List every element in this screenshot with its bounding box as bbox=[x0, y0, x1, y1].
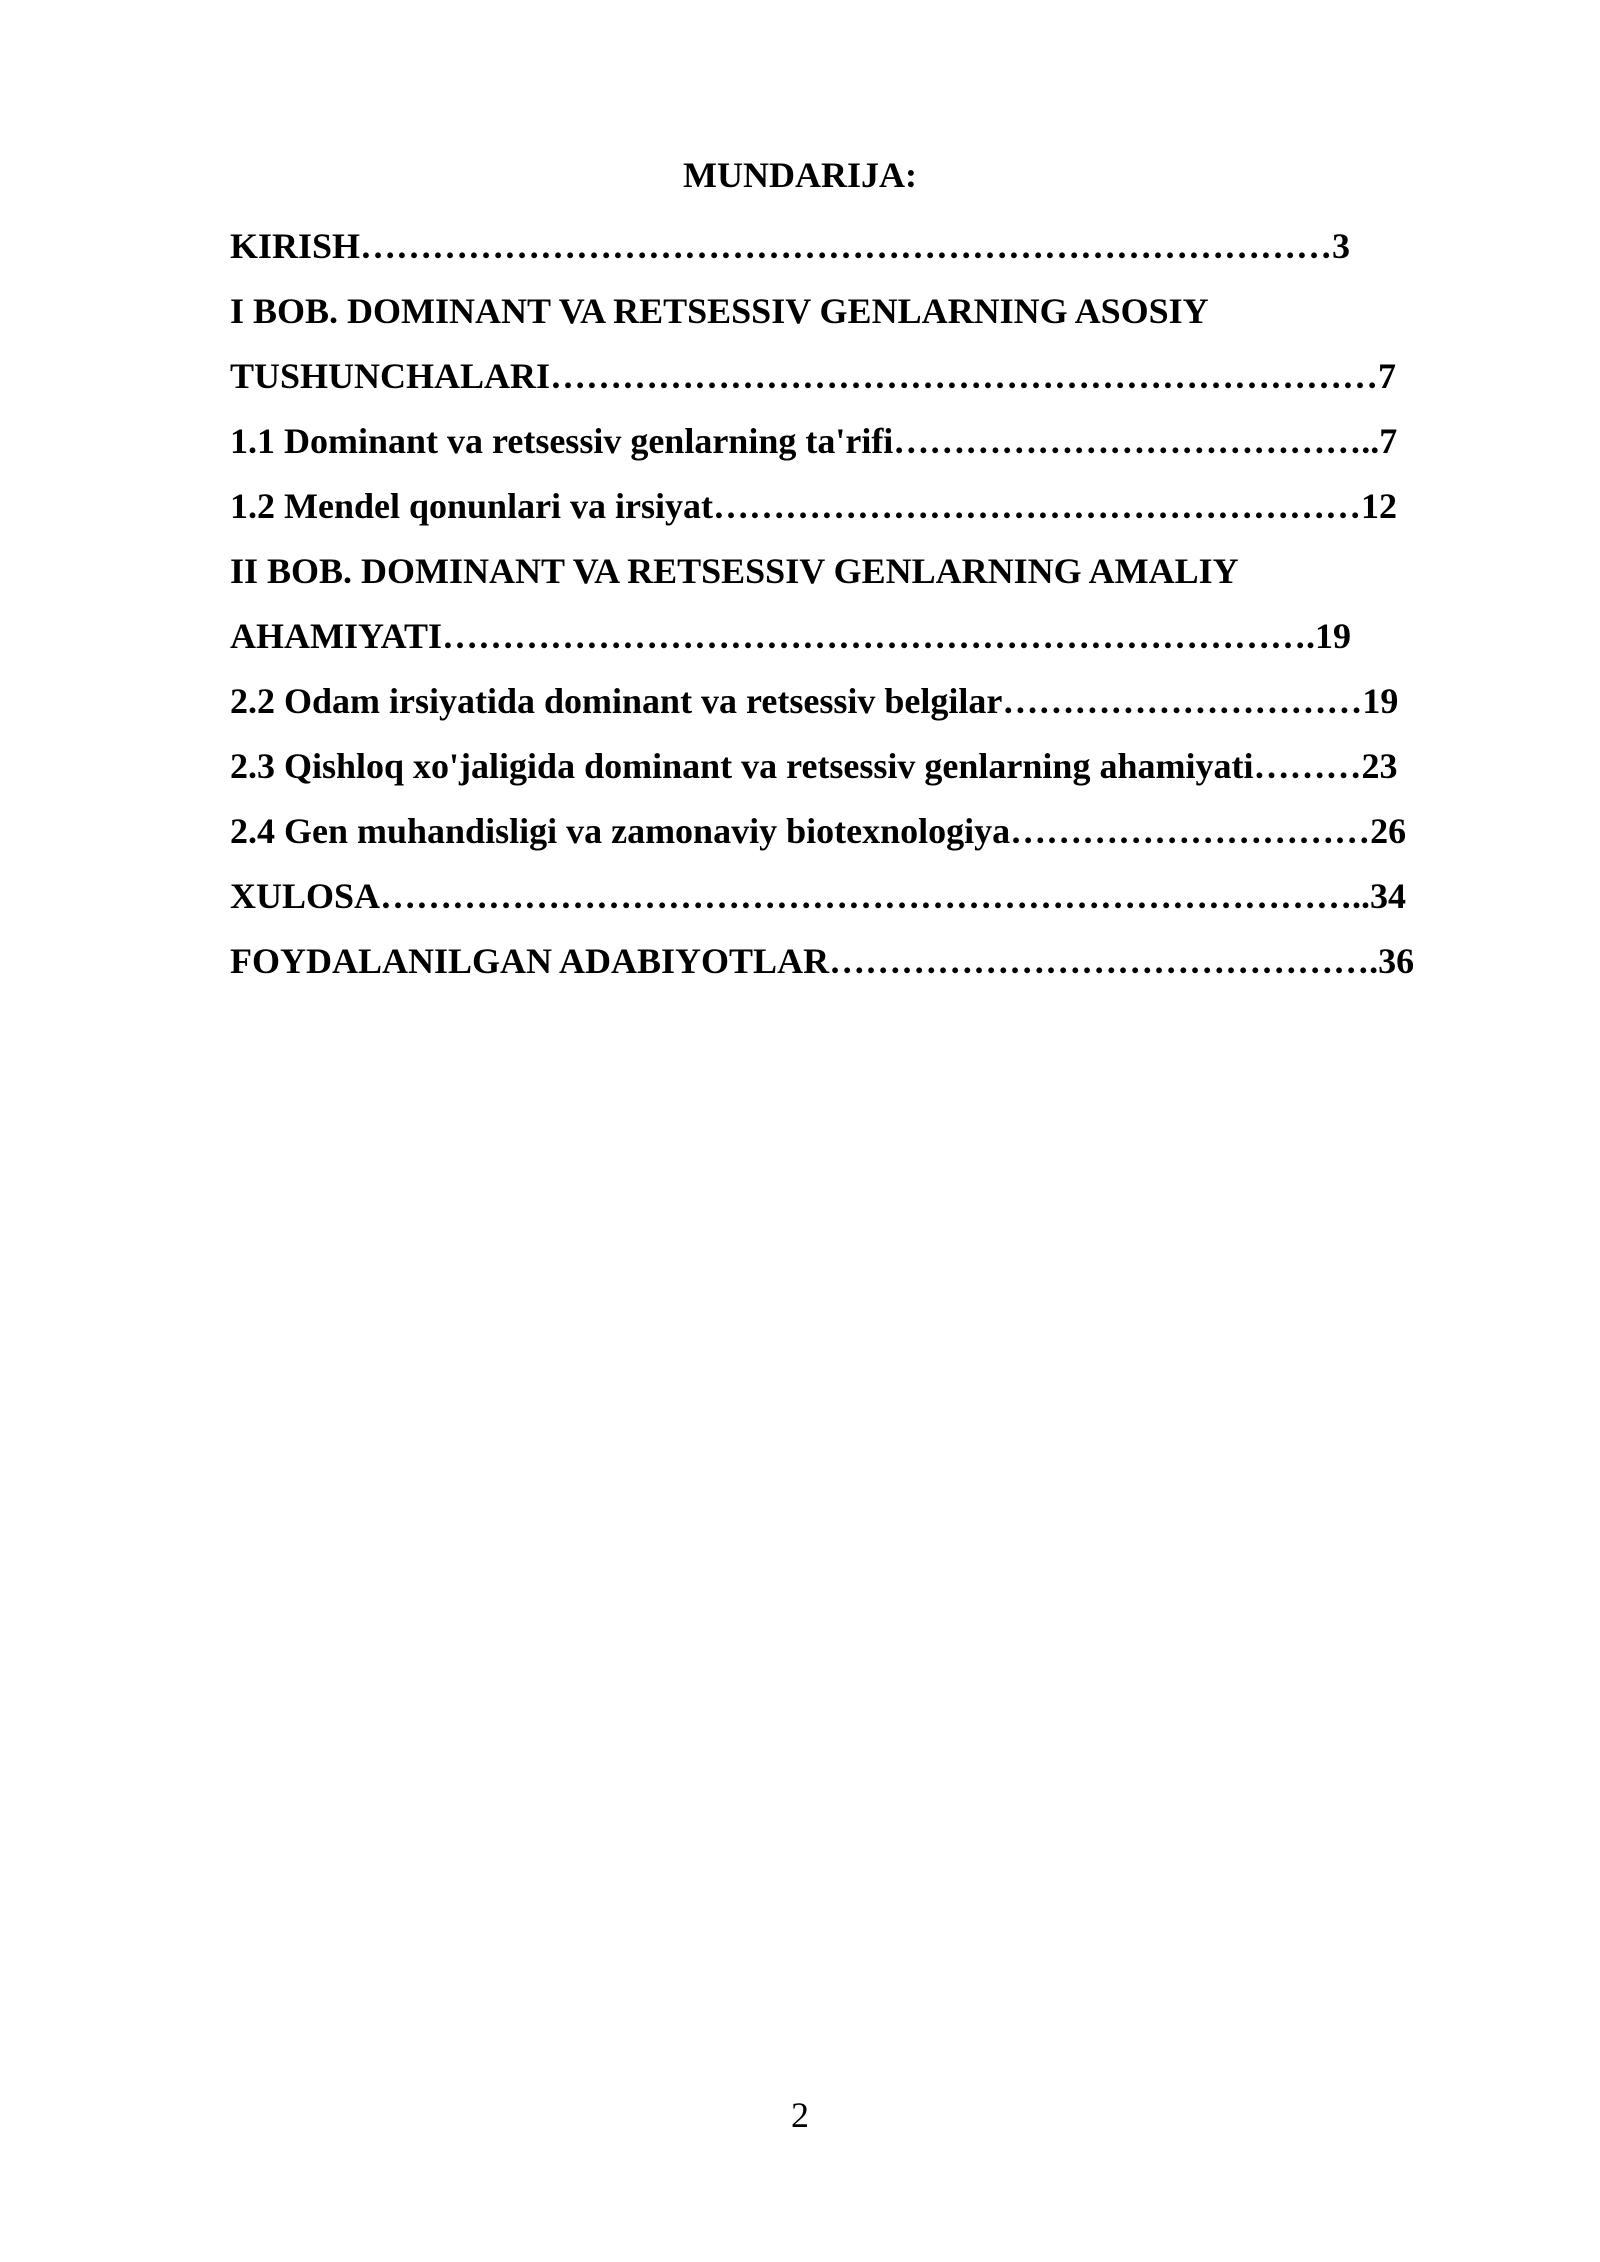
toc-entry-chapter-2-title[interactable]: II BOB. DOMINANT VA RETSESSIV GENLARNING AMALIY bbox=[230, 551, 1239, 591]
toc-entry-section-2-3[interactable]: 2.3 Qishloq xo'jaligida dominant va retsessiv genlarning ahamiyati………23 bbox=[230, 746, 1398, 786]
toc-entry-xulosa[interactable]: XULOSA………………………………………………………………………..34 bbox=[230, 876, 1407, 916]
toc-entry-section-2-4[interactable]: 2.4 Gen muhandisligi va zamonaviy biotexnologiya…………………………26 bbox=[230, 811, 1407, 851]
toc-entry-chapter-2-title-cont[interactable]: AHAMIYATI……………………………………………………………….19 bbox=[230, 616, 1352, 656]
table-of-contents bbox=[230, 214, 1414, 994]
toc-entry-section-1-1[interactable]: 1.1 Dominant va retsessiv genlarning ta'rifi…………………………………..7 bbox=[230, 421, 1398, 461]
toc-entry-section-2-2[interactable]: 2.2 Odam irsiyatida dominant va retsessiv belgilar…………………………19 bbox=[230, 681, 1399, 721]
toc-entry-adabiyotlar[interactable]: FOYDALANILGAN ADABIYOTLAR……………………………………….36 bbox=[230, 941, 1415, 981]
toc-entry-chapter-1-title[interactable]: I BOB. DOMINANT VA RETSESSIV GENLARNING ASOSIY bbox=[230, 291, 1209, 331]
toc-entry-section-1-2[interactable]: 1.2 Mendel qonunlari va irsiyat………………………………………………12 bbox=[230, 486, 1398, 526]
toc-entry-kirish[interactable]: KIRISH………………………………………………………………………3 bbox=[230, 226, 1351, 266]
toc-title: MUNDARIJA: bbox=[683, 155, 917, 195]
toc-entry-chapter-1-title-cont[interactable]: TUSHUNCHALARI……………………………………………………………7 bbox=[230, 356, 1397, 396]
page-number: 2 bbox=[791, 2095, 809, 2135]
